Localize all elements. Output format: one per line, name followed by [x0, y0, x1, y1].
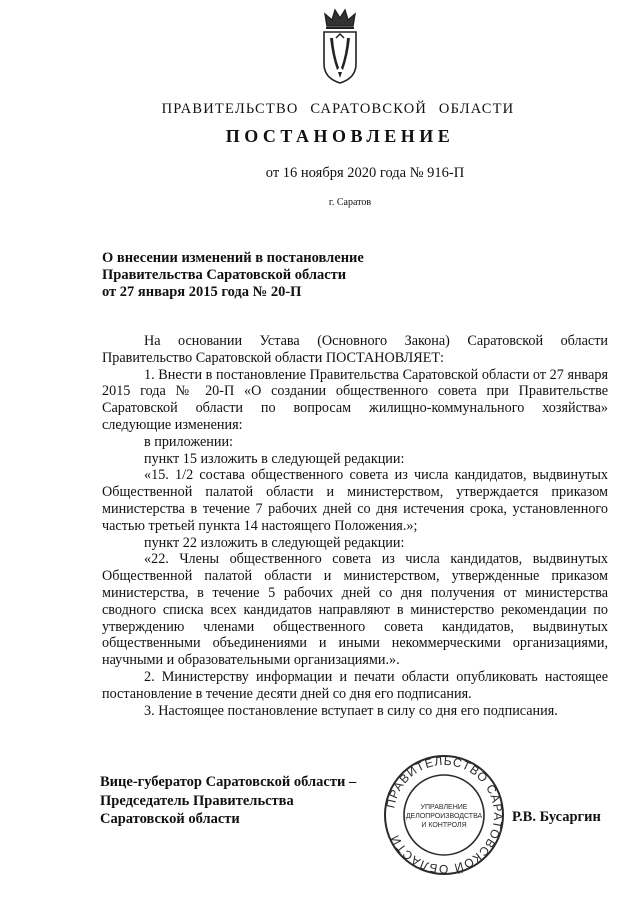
signatory-line: Вице-губератор Саратовской области – — [100, 774, 357, 790]
signatory-line: Председатель Правительства — [100, 792, 294, 809]
issue-city: г. Саратов — [328, 197, 372, 208]
body-paragraph: пункт 15 изложить в следующей редакции: — [144, 450, 405, 467]
subject-line: Правительства Саратовской области — [102, 267, 347, 283]
coat-of-arms-icon — [317, 4, 363, 86]
body-paragraph: 1. Внести в постановление Правительства Саратовской области от 27 января 2015 года № 20-П «О создании общественного совета при Правительстве Саратовской области по вопросам жилищно-коммунального хозяйства» следующие изменения: — [102, 366, 608, 433]
body-paragraph: пункт 22 изложить в следующей редакции: — [144, 534, 405, 551]
stamp-inner-line: И КОНТРОЛЯ — [421, 822, 467, 829]
signatory-line: Саратовской области — [100, 811, 240, 827]
body-paragraph: На основании Устава (Основного Закона) Саратовской области Правительство Саратовской области ПОСТАНОВЛЯЕТ: — [102, 333, 608, 366]
body-paragraph: «15. 1/2 состава общественного совета из числа кандидатов, выдвинутых Общественной палатой области и министерством, утверждается приказом министерства в течение 7 рабочих дней со дня истечения срока, установленного частью третьей пункта 14 настоящего Положения.»; — [102, 467, 608, 534]
body-paragraph: в приложении: — [144, 433, 233, 450]
decree-date-number: от 16 ноября 2020 года № 916-П — [265, 165, 465, 181]
document-type-heading: ПОСТАНОВЛЕНИЕ — [225, 126, 455, 146]
signatory-position — [100, 773, 356, 829]
stamp-outer-text: ПРАВИТЕЛЬСТВО САРАТОВСКОЙ ОБЛАСТИ — [383, 753, 506, 877]
government-name: ПРАВИТЕЛЬСТВО САРАТОВСКОЙ ОБЛАСТИ — [161, 101, 515, 117]
official-stamp — [382, 753, 506, 877]
body-paragraph: «22. Члены общественного совета из числа кандидатов, выдвинутых Общественной палатой области и министерством, утвержденные приказом министерства, в течение 5 рабочих дней со дня получения от министерства сводного списка всех кандидатов направляют в министерство рекомендации по утверждению членами общественного совета кандидатов, выдвинутых общественными объединениями и иными некоммерческими организациями, научными и образовательными организациями.». — [102, 551, 608, 669]
body-paragraph: 3. Настоящее постановление вступает в силу со дня его подписания. — [144, 702, 558, 719]
decree-body — [102, 333, 608, 719]
stamp-inner-line: ДЕЛОПРОИЗВОДСТВА — [405, 813, 483, 820]
subject-line: О внесении изменений в постановление — [102, 250, 364, 266]
signatory-name: Р.В. Бусаргин — [512, 809, 601, 825]
body-paragraph: 2. Министерству информации и печати области опубликовать настоящее постановление в течение десяти дней со дня его подписания. — [102, 668, 608, 702]
stamp-inner-line: УПРАВЛЕНИЕ — [420, 804, 468, 811]
subject-line: от 27 января 2015 года № 20-П — [102, 284, 302, 300]
decree-subject — [102, 250, 364, 301]
